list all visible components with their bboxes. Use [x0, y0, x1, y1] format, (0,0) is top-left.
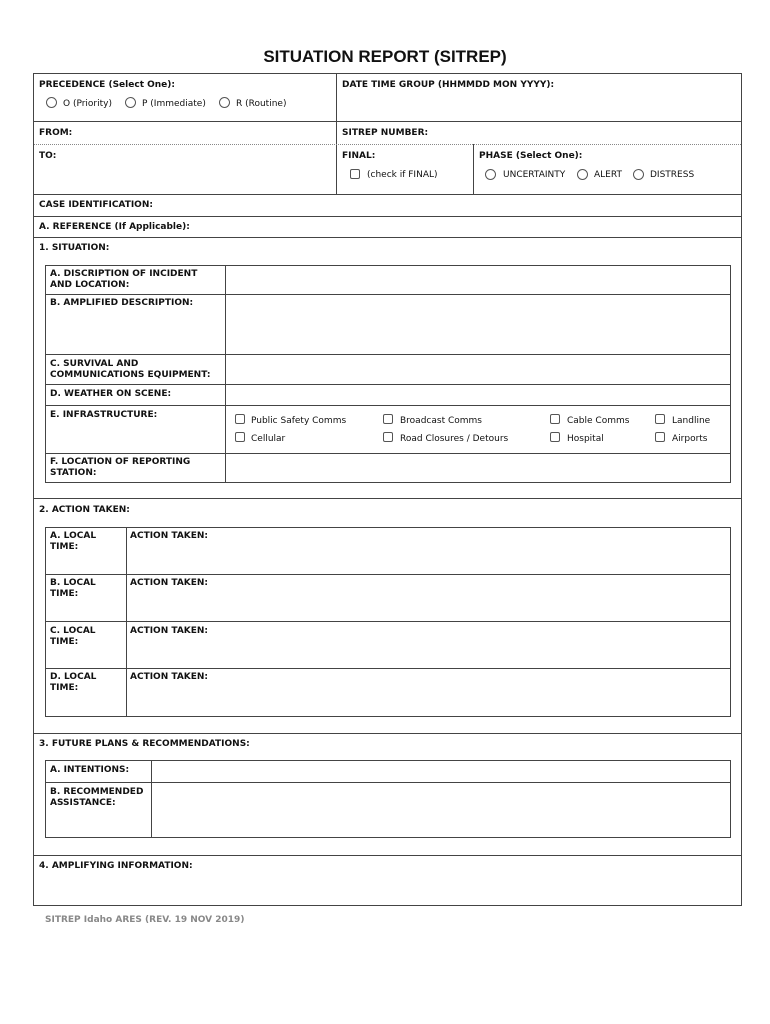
recommended-assistance-field[interactable] [154, 785, 728, 836]
action-d-label: ACTION TAKEN: [130, 672, 209, 682]
action-d-time-label: D. LOCAL TIME: [50, 672, 97, 693]
from-label: FROM: [39, 128, 73, 138]
phase-alert-label: ALERT [594, 170, 622, 180]
to-field[interactable] [39, 163, 331, 191]
action-b-label: ACTION TAKEN: [130, 578, 209, 588]
intentions-label: A. INTENTIONS: [50, 765, 130, 775]
precedence-immediate-radio[interactable] [125, 97, 136, 108]
case-id-label: CASE IDENTIFICATION: [39, 200, 153, 210]
header-row-line [33, 121, 742, 122]
infra-cable-checkbox[interactable] [550, 414, 560, 424]
page-title: SITUATION REPORT (SITREP) [263, 47, 507, 66]
action-row-3-line [45, 668, 731, 669]
from-field[interactable] [80, 124, 330, 142]
phase-uncertainty-radio[interactable] [485, 169, 496, 180]
precedence-label: PRECEDENCE (Select One): [39, 80, 175, 90]
reference-label: A. REFERENCE (If Applicable): [39, 222, 190, 232]
case-id-field[interactable] [160, 197, 736, 215]
infra-airports-checkbox[interactable] [655, 432, 665, 442]
situation-e-label: E. INFRASTRUCTURE: [50, 410, 158, 420]
precedence-priority-radio[interactable] [46, 97, 57, 108]
reference-row-line [33, 237, 742, 238]
phase-uncertainty-label: UNCERTAINTY [503, 170, 566, 180]
intentions-field[interactable] [154, 762, 728, 780]
situation-row-e-line [45, 453, 731, 454]
phase-label: PHASE (Select One): [479, 151, 583, 161]
situation-f-field[interactable] [228, 455, 728, 481]
header-divider [336, 73, 337, 195]
action-table-divider [126, 527, 127, 717]
amplifying-heading: 4. AMPLIFYING INFORMATION: [39, 861, 193, 871]
final-checkbox[interactable] [350, 169, 360, 179]
precedence-routine-radio[interactable] [219, 97, 230, 108]
final-label: FINAL: [342, 151, 376, 161]
action-c-time-label: C. LOCAL TIME: [50, 626, 96, 647]
infra-airports-label: Airports [672, 434, 708, 444]
future-row-line [45, 782, 731, 783]
infra-broadcast-label: Broadcast Comms [400, 416, 482, 426]
infra-landline-checkbox[interactable] [655, 414, 665, 424]
future-table-divider [151, 760, 152, 838]
action-a-time-label: A. LOCAL TIME: [50, 531, 97, 552]
recommended-assistance-label: B. RECOMMENDED ASSISTANCE: [50, 787, 144, 808]
action-heading: 2. ACTION TAKEN: [39, 505, 130, 515]
from-row-dash [34, 144, 741, 145]
infra-road-closures-label: Road Closures / Detours [400, 434, 509, 444]
phase-distress-radio[interactable] [633, 169, 644, 180]
infra-public-safety-checkbox[interactable] [235, 414, 245, 424]
situation-f-label: F. LOCATION OF REPORTING STATION: [50, 457, 191, 478]
situation-d-field[interactable] [228, 386, 728, 403]
situation-b-field[interactable] [228, 296, 728, 352]
action-a-field[interactable] [130, 545, 727, 572]
infra-hospital-checkbox[interactable] [550, 432, 560, 442]
precedence-immediate-label: P (Immediate) [142, 99, 206, 109]
sitrep-number-label: SITREP NUMBER: [342, 128, 429, 138]
infra-road-closures-checkbox[interactable] [383, 432, 393, 442]
action-d-field[interactable] [130, 686, 727, 715]
infra-cable-label: Cable Comms [567, 416, 630, 426]
phase-divider [473, 144, 474, 195]
infra-hospital-label: Hospital [567, 434, 604, 444]
action-b-time-label: B. LOCAL TIME: [50, 578, 96, 599]
amplifying-field[interactable] [39, 874, 736, 903]
future-heading: 3. FUTURE PLANS & RECOMMENDATIONS: [39, 739, 250, 749]
situation-d-label: D. WEATHER ON SCENE: [50, 389, 172, 399]
situation-c-label: C. SURVIVAL AND COMMUNICATIONS EQUIPMENT: [50, 359, 211, 380]
situation-b-label: B. AMPLIFIED DESCRIPTION: [50, 298, 194, 308]
phase-distress-label: DISTRESS [650, 170, 695, 180]
situation-row-b-line [45, 354, 731, 355]
situation-heading: 1. SITUATION: [39, 243, 110, 253]
infra-cellular-label: Cellular [251, 434, 286, 444]
to-label: TO: [39, 151, 57, 161]
footer-revision: SITREP Idaho ARES (REV. 19 NOV 2019) [45, 915, 245, 925]
infra-landline-label: Landline [672, 416, 711, 426]
reference-field[interactable] [195, 218, 736, 235]
situation-row-c-line [45, 384, 731, 385]
precedence-priority-label: O (Priority) [63, 99, 112, 109]
phase-alert-radio[interactable] [577, 169, 588, 180]
action-row-1-line [45, 574, 731, 575]
precedence-routine-label: R (Routine) [236, 99, 287, 109]
situation-c-field[interactable] [228, 356, 728, 382]
situation-a-field[interactable] [228, 267, 728, 292]
dtg-field[interactable] [342, 94, 736, 118]
situation-table-divider [225, 265, 226, 483]
situation-row-d-line [45, 405, 731, 406]
situation-a-label: A. DISCRIPTION OF INCIDENT AND LOCATION: [50, 269, 198, 290]
action-c-label: ACTION TAKEN: [130, 626, 209, 636]
infra-cellular-checkbox[interactable] [235, 432, 245, 442]
to-row-line [33, 194, 742, 195]
sitrep-number-field[interactable] [440, 124, 736, 142]
action-row-2-line [45, 621, 731, 622]
action-c-field[interactable] [130, 640, 727, 666]
dtg-label: DATE TIME GROUP (HHMMDD MON YYYY): [342, 80, 555, 90]
action-a-label: ACTION TAKEN: [130, 531, 209, 541]
action-b-field[interactable] [130, 592, 727, 619]
final-check-label: (check if FINAL) [367, 170, 438, 180]
infra-public-safety-label: Public Safety Comms [251, 416, 347, 426]
situation-row-a-line [45, 294, 731, 295]
infra-broadcast-checkbox[interactable] [383, 414, 393, 424]
